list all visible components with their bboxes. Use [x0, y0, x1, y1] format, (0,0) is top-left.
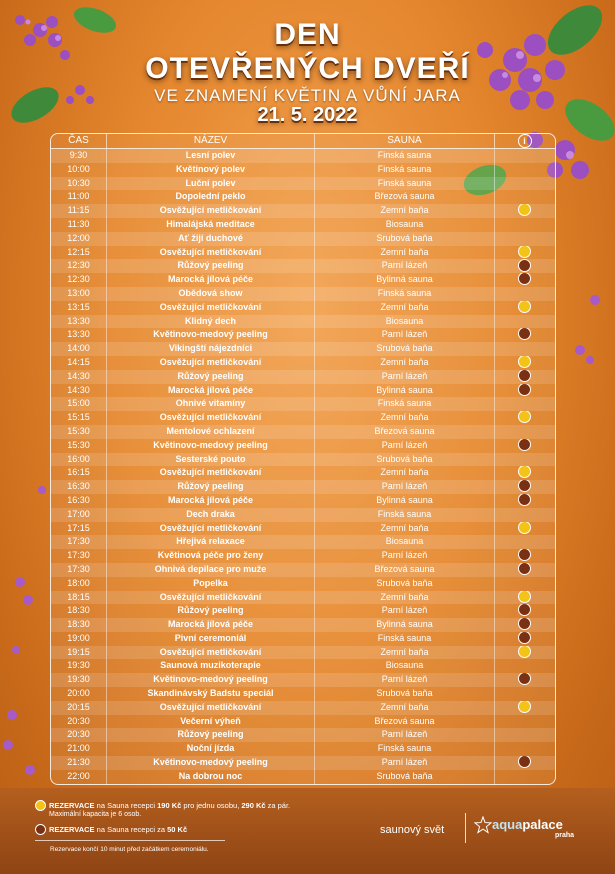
brown-dot-icon [518, 273, 531, 285]
row-name: Osvěžující metličkování [106, 646, 315, 660]
row-name: Sesterské pouto [106, 453, 315, 467]
row-sauna: Parní lázeň [315, 259, 495, 273]
row-time: 19:00 [67, 632, 90, 643]
table-row [51, 715, 555, 729]
row-flag [495, 535, 554, 549]
row-sauna: Srubová baňa [315, 687, 495, 701]
row-name: Osvěžující metličkování [106, 411, 315, 425]
row-name: Vikingští nájezdníci [106, 342, 315, 356]
row-name: Květinovo-medový peeling [106, 328, 315, 342]
row-flag [495, 770, 554, 784]
row-time: 15:30 [67, 425, 90, 436]
column-header-info [495, 134, 554, 148]
row-flag [495, 701, 554, 715]
table-row [51, 453, 555, 467]
row-time: 16:30 [67, 494, 90, 505]
row-sauna: Zemní baňa [315, 646, 495, 660]
row-sauna: Zemní baňa [315, 246, 495, 260]
table-row [51, 673, 555, 687]
yellow-dot-icon [518, 411, 531, 423]
table-row [51, 315, 555, 329]
row-time: 18:00 [67, 577, 90, 588]
row-time: 20:00 [67, 688, 90, 699]
row-name: Růžový peeling [106, 370, 315, 384]
row-name: Dech draka [106, 508, 315, 522]
table-body [51, 149, 555, 784]
brown-dot-icon [518, 604, 531, 616]
row-flag [495, 411, 554, 425]
row-time: 10:30 [67, 177, 90, 188]
table-row [51, 632, 555, 646]
row-time: 17:15 [67, 522, 90, 533]
row-time: 16:15 [67, 467, 90, 478]
legend-divider [35, 840, 225, 841]
table-row [51, 604, 555, 618]
row-time: 17:30 [67, 550, 90, 561]
row-flag [495, 190, 554, 204]
lilac-decoration-left-bottom [0, 470, 50, 780]
row-time: 14:30 [67, 384, 90, 395]
row-name: Himalájská meditace [106, 218, 315, 232]
brown-dot-icon [518, 632, 531, 644]
row-flag [495, 384, 554, 398]
row-time: 18:30 [67, 619, 90, 630]
table-row [51, 439, 555, 453]
row-sauna: Parní lázeň [315, 370, 495, 384]
row-flag [495, 232, 554, 246]
row-sauna: Zemní baňa [315, 301, 495, 315]
row-name: Květinová péče pro ženy [106, 549, 315, 563]
row-time: 14:30 [67, 370, 90, 381]
table-row [51, 756, 555, 770]
table-row [51, 646, 555, 660]
row-name: Růžový peeling [106, 728, 315, 742]
table-row [51, 273, 555, 287]
row-time: 20:30 [67, 729, 90, 740]
legend-yellow-text3: za pár. [265, 801, 291, 810]
row-flag [495, 273, 554, 287]
row-sauna: Srubová baňa [315, 453, 495, 467]
row-flag [495, 742, 554, 756]
table-row [51, 549, 555, 563]
row-sauna: Zemní baňa [315, 701, 495, 715]
yellow-dot-icon [518, 204, 531, 216]
yellow-dot-icon [518, 522, 531, 534]
row-sauna: Biosauna [315, 535, 495, 549]
row-name: Pivní ceremoniál [106, 632, 315, 646]
legend-brown-bold: REZERVACE [49, 825, 95, 834]
row-sauna: Srubová baňa [315, 577, 495, 591]
brown-dot-icon [518, 494, 531, 506]
row-flag [495, 577, 554, 591]
table-row [51, 190, 555, 204]
legend-brown-price: 50 Kč [167, 825, 188, 834]
table-row [51, 728, 555, 742]
row-time: 13:30 [67, 329, 90, 340]
subtitle: VE ZNAMENÍ KVĚTIN A VŮNÍ JARA [154, 86, 461, 105]
schedule-table [50, 133, 556, 785]
logo-aqua: aqua [492, 817, 523, 832]
row-name: Osvěžující metličkování [106, 466, 315, 480]
row-sauna: Finská sauna [315, 149, 495, 163]
row-time: 16:00 [67, 453, 90, 464]
table-row [51, 218, 555, 232]
table-row [51, 356, 555, 370]
row-flag [495, 549, 554, 563]
row-flag [495, 328, 554, 342]
row-time: 11:15 [67, 205, 90, 216]
row-sauna: Srubová baňa [315, 342, 495, 356]
table-row [51, 232, 555, 246]
row-flag [495, 632, 554, 646]
table-row [51, 259, 555, 273]
row-name: Růžový peeling [106, 604, 315, 618]
row-flag [495, 342, 554, 356]
row-name: Květinovo-medový peeling [106, 756, 315, 770]
row-flag [495, 604, 554, 618]
row-time: 19:30 [67, 660, 90, 671]
row-sauna: Zemní baňa [315, 411, 495, 425]
row-name: Květinovo-medový peeling [106, 439, 315, 453]
row-time: 21:00 [67, 743, 90, 754]
row-name: Luční polev [106, 177, 315, 191]
row-sauna: Biosauna [315, 218, 495, 232]
table-row [51, 535, 555, 549]
row-flag [495, 522, 554, 536]
row-time: 12:00 [67, 232, 90, 243]
star-icon [474, 816, 492, 834]
row-time: 13:15 [67, 301, 90, 312]
legend-yellow-capacity: Maximální kapacita je 6 osob. [49, 811, 142, 818]
row-time: 17:30 [67, 563, 90, 574]
aquapalace-logo [492, 817, 563, 832]
row-flag [495, 453, 554, 467]
row-name: Obědová show [106, 287, 315, 301]
table-row [51, 563, 555, 577]
row-sauna: Finská sauna [315, 632, 495, 646]
row-sauna: Finská sauna [315, 287, 495, 301]
row-flag [495, 370, 554, 384]
row-flag [495, 301, 554, 315]
brown-dot-icon [518, 618, 531, 630]
table-row [51, 508, 555, 522]
row-flag [495, 756, 554, 770]
event-date: 21. 5. 2022 [257, 104, 358, 126]
row-time: 19:15 [67, 646, 90, 657]
title-line-1: DEN [274, 18, 341, 51]
info-icon: i [518, 134, 532, 148]
row-flag [495, 259, 554, 273]
brown-dot-icon [518, 328, 531, 340]
row-sauna: Finská sauna [315, 163, 495, 177]
row-sauna: Zemní baňa [315, 522, 495, 536]
table-row [51, 659, 555, 673]
row-sauna: Parní lázeň [315, 728, 495, 742]
row-sauna: Parní lázeň [315, 673, 495, 687]
row-flag [495, 673, 554, 687]
row-sauna: Finská sauna [315, 508, 495, 522]
table-row [51, 494, 555, 508]
row-time: 20:30 [67, 715, 90, 726]
table-row [51, 370, 555, 384]
row-sauna: Zemní baňa [315, 356, 495, 370]
brown-dot-icon [518, 370, 531, 382]
yellow-dot-icon [35, 800, 46, 811]
row-flag [495, 563, 554, 577]
table-row [51, 742, 555, 756]
table-row [51, 770, 555, 784]
table-row [51, 466, 555, 480]
row-name: Ohnivé vitamíny [106, 397, 315, 411]
row-time: 13:00 [67, 287, 90, 298]
row-flag [495, 508, 554, 522]
row-sauna: Zemní baňa [315, 466, 495, 480]
row-sauna: Parní lázeň [315, 604, 495, 618]
yellow-dot-icon [518, 591, 531, 603]
row-time: 12:30 [67, 274, 90, 285]
row-sauna: Finská sauna [315, 177, 495, 191]
row-time: 12:15 [67, 246, 90, 257]
row-sauna: Biosauna [315, 659, 495, 673]
row-time: 18:30 [67, 605, 90, 616]
legend-yellow-text2: pro jednu osobu, [181, 801, 242, 810]
row-flag [495, 218, 554, 232]
row-time: 17:00 [67, 508, 90, 519]
table-row [51, 591, 555, 605]
table-row [51, 618, 555, 632]
row-name: Osvěžující metličkování [106, 246, 315, 260]
brown-dot-icon [518, 439, 531, 451]
row-time: 11:00 [67, 191, 90, 202]
table-header [51, 134, 555, 149]
table-row [51, 342, 555, 356]
row-sauna: Parní lázeň [315, 439, 495, 453]
yellow-dot-icon [518, 246, 531, 258]
column-header-sauna: SAUNA [315, 134, 495, 148]
reservation-note: Rezervace končí 10 minut před začátkem ceremoniálu. [50, 846, 209, 853]
row-flag [495, 591, 554, 605]
table-row [51, 397, 555, 411]
row-time: 13:30 [67, 315, 90, 326]
brown-dot-icon [518, 259, 531, 271]
row-sauna: Březová sauna [315, 190, 495, 204]
row-name: Ať žijí duchové [106, 232, 315, 246]
row-flag [495, 646, 554, 660]
row-sauna: Bylinná sauna [315, 384, 495, 398]
row-flag [495, 728, 554, 742]
row-name: Osvěžující metličkování [106, 301, 315, 315]
row-flag [495, 715, 554, 729]
row-time: 15:15 [67, 412, 90, 423]
table-row [51, 177, 555, 191]
brown-dot-icon [518, 563, 531, 575]
table-row [51, 163, 555, 177]
row-name: Mentolové ochlazení [106, 425, 315, 439]
row-name: Osvěžující metličkování [106, 701, 315, 715]
brown-dot-icon [518, 673, 531, 685]
brown-dot-icon [518, 384, 531, 396]
row-sauna: Parní lázeň [315, 549, 495, 563]
row-name: Osvěžující metličkování [106, 356, 315, 370]
table-row [51, 480, 555, 494]
title-line-2: OTEVŘENÝCH DVEŘÍ [145, 52, 470, 85]
row-sauna: Zemní baňa [315, 204, 495, 218]
row-flag [495, 618, 554, 632]
row-sauna: Parní lázeň [315, 756, 495, 770]
table-row [51, 246, 555, 260]
brown-dot-icon [518, 549, 531, 561]
row-sauna: Finská sauna [315, 742, 495, 756]
row-name: Klidný dech [106, 315, 315, 329]
row-time: 16:30 [67, 481, 90, 492]
row-flag [495, 315, 554, 329]
yellow-dot-icon [518, 301, 531, 313]
row-sauna: Parní lázeň [315, 480, 495, 494]
table-row [51, 411, 555, 425]
row-time: 21:30 [67, 757, 90, 768]
yellow-dot-icon [518, 356, 531, 368]
table-row [51, 687, 555, 701]
brand-tagline: saunový svět [380, 824, 445, 836]
row-sauna: Srubová baňa [315, 232, 495, 246]
table-row [51, 701, 555, 715]
row-time: 19:30 [67, 674, 90, 685]
row-flag [495, 204, 554, 218]
row-flag [495, 494, 554, 508]
row-sauna: Finská sauna [315, 397, 495, 411]
brown-dot-icon [35, 824, 46, 835]
row-sauna: Březová sauna [315, 425, 495, 439]
table-row [51, 384, 555, 398]
row-sauna: Bylinná sauna [315, 273, 495, 287]
table-row [51, 204, 555, 218]
row-time: 20:15 [67, 701, 90, 712]
row-flag [495, 687, 554, 701]
row-time: 22:00 [67, 770, 90, 781]
row-sauna: Biosauna [315, 315, 495, 329]
yellow-dot-icon [518, 646, 531, 658]
row-name: Lesní polev [106, 149, 315, 163]
table-row [51, 425, 555, 439]
brown-dot-icon [518, 756, 531, 768]
row-name: Marocká jílová péče [106, 273, 315, 287]
row-name: Dopolední peklo [106, 190, 315, 204]
row-name: Večerní výheň [106, 715, 315, 729]
row-name: Hřejivá relaxace [106, 535, 315, 549]
brand-divider [465, 813, 466, 843]
row-time: 15:00 [67, 398, 90, 409]
row-time: 15:30 [67, 439, 90, 450]
row-flag [495, 246, 554, 260]
logo-city: praha [555, 832, 575, 839]
row-flag [495, 397, 554, 411]
table-row [51, 328, 555, 342]
row-flag [495, 177, 554, 191]
column-header-time: ČAS [68, 135, 89, 146]
row-name: Růžový peeling [106, 259, 315, 273]
row-time: 14:00 [67, 343, 90, 354]
row-time: 12:30 [67, 260, 90, 271]
legend-yellow-price1: 190 Kč [157, 801, 182, 810]
row-time: 10:00 [67, 163, 90, 174]
yellow-dot-icon [518, 466, 531, 478]
row-name: Růžový peeling [106, 480, 315, 494]
row-flag [495, 659, 554, 673]
row-flag [495, 356, 554, 370]
row-name: Květinovo-medový peeling [106, 673, 315, 687]
row-sauna: Parní lázeň [315, 328, 495, 342]
row-flag [495, 425, 554, 439]
row-name: Osvěžující metličkování [106, 591, 315, 605]
row-name: Marocká jílová péče [106, 618, 315, 632]
row-flag [495, 466, 554, 480]
row-sauna: Březová sauna [315, 563, 495, 577]
row-sauna: Srubová baňa [315, 770, 495, 784]
row-name: Osvěžující metličkování [106, 204, 315, 218]
row-name: Skandinávský Badstu speciál [106, 687, 315, 701]
row-name: Marocká jílová péče [106, 494, 315, 508]
legend-yellow-bold: REZERVACE [49, 801, 95, 810]
row-time: 18:15 [67, 591, 90, 602]
row-flag [495, 287, 554, 301]
row-sauna: Bylinná sauna [315, 494, 495, 508]
lilac-decoration-right-side [560, 285, 615, 375]
table-row [51, 287, 555, 301]
row-name: Marocká jílová péče [106, 384, 315, 398]
yellow-dot-icon [518, 701, 531, 713]
row-time: 9:30 [69, 150, 88, 160]
row-sauna: Bylinná sauna [315, 618, 495, 632]
row-name: Ohnivá depilace pro muže [106, 563, 315, 577]
brown-dot-icon [518, 480, 531, 492]
row-name: Na dobrou noc [106, 770, 315, 784]
row-flag [495, 480, 554, 494]
row-name: Květinový polev [106, 163, 315, 177]
row-sauna: Zemní baňa [315, 591, 495, 605]
row-time: 14:15 [67, 356, 90, 367]
row-name: Saunová muzikoterapie [106, 659, 315, 673]
table-row [51, 301, 555, 315]
row-flag [495, 439, 554, 453]
row-time: 17:30 [67, 536, 90, 547]
row-sauna: Březová sauna [315, 715, 495, 729]
column-header-name: NÁZEV [106, 134, 315, 148]
table-row [51, 577, 555, 591]
table-row [51, 522, 555, 536]
logo-palace: palace [522, 817, 563, 832]
legend-yellow-price2: 290 Kč [241, 801, 266, 810]
row-name: Noční jízda [106, 742, 315, 756]
legend-yellow-text1: na Sauna recepci [94, 801, 158, 810]
legend-brown-text1: na Sauna recepci za [94, 825, 168, 834]
row-flag [495, 163, 554, 177]
table-row [51, 149, 555, 163]
row-name: Popelka [106, 577, 315, 591]
row-flag [495, 149, 554, 163]
row-time: 11:30 [67, 218, 90, 229]
row-name: Osvěžující metličkování [106, 522, 315, 536]
